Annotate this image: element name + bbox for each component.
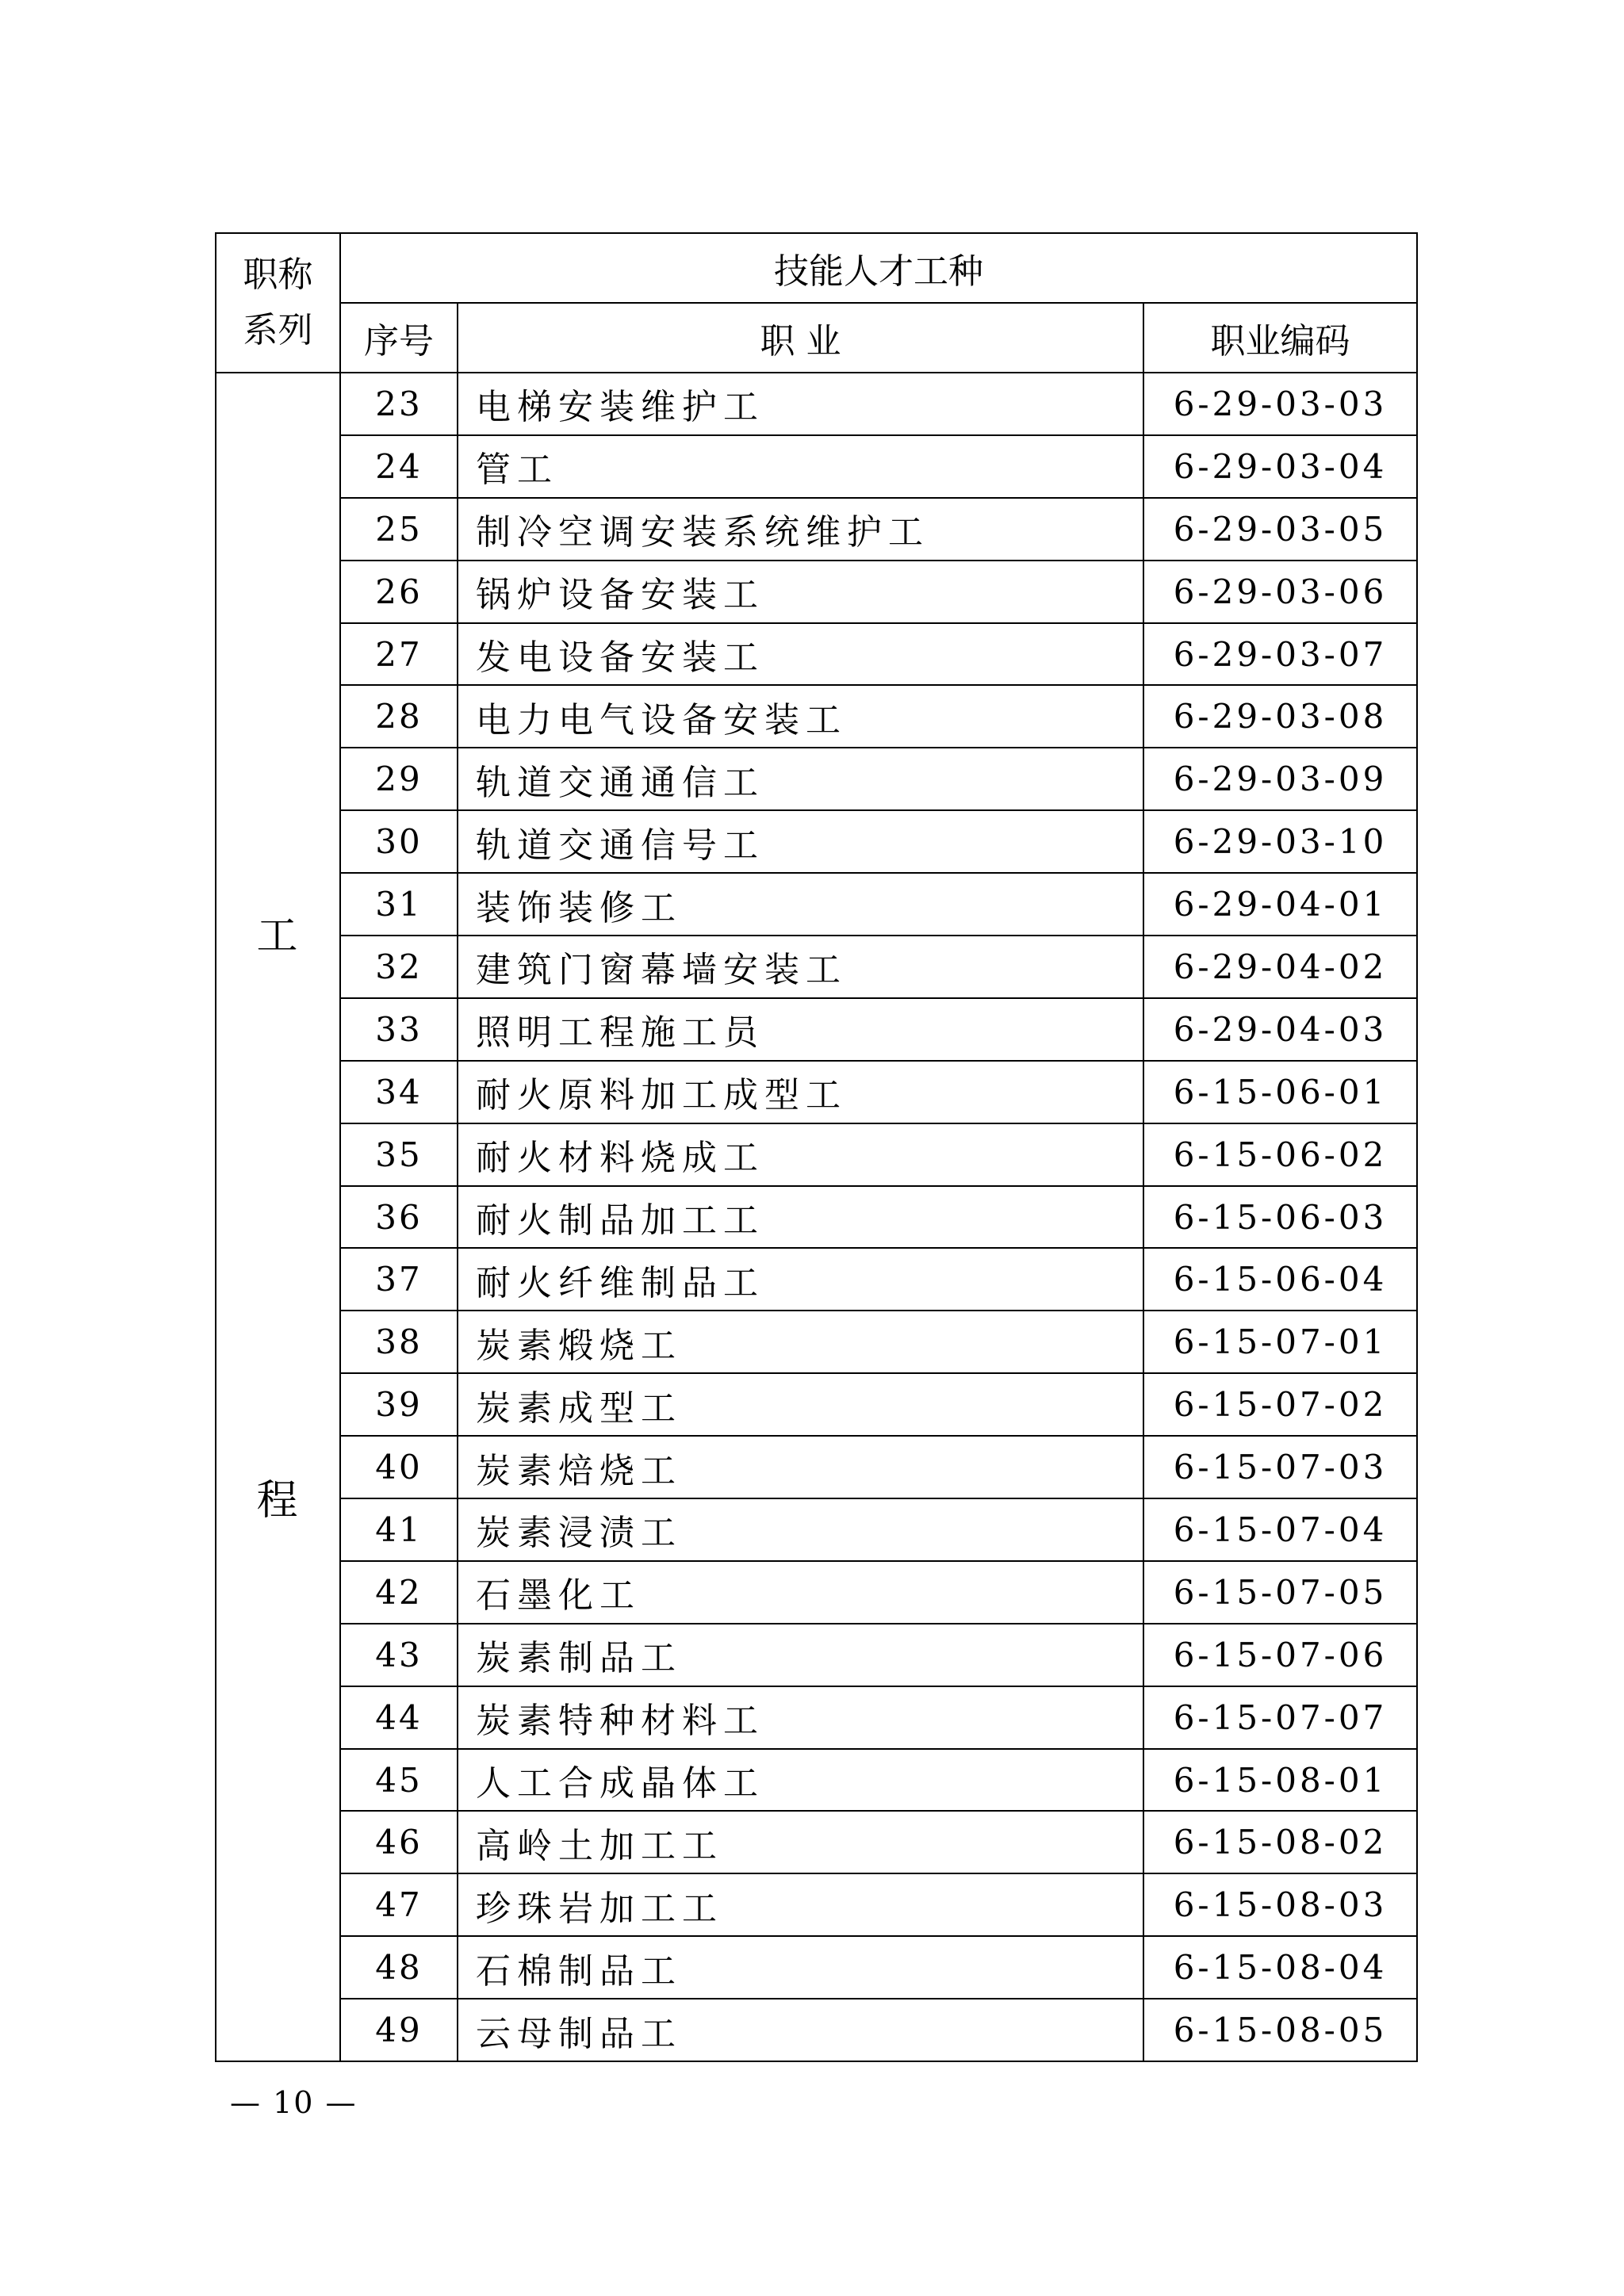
occupation-name: 炭素焙烧工: [458, 1436, 1143, 1498]
table-row: [216, 498, 1417, 561]
table-row: [216, 1624, 1417, 1686]
page-number: — 10 —: [230, 2085, 358, 2120]
occupation-name: 耐火原料加工成型工: [458, 1061, 1143, 1123]
occupation-name: 珍珠岩加工工: [458, 1873, 1143, 1936]
table-row: [216, 1936, 1417, 1999]
occupation-code: 6-29-04-01: [1143, 873, 1417, 936]
occupation-name: 电力电气设备安装工: [458, 685, 1143, 748]
table-row: [216, 998, 1417, 1061]
occupation-name: 电梯安装维护工: [458, 373, 1143, 435]
row-number: 39: [340, 1373, 458, 1436]
table-row: [216, 561, 1417, 623]
table-row: [216, 435, 1417, 498]
row-number: 24: [340, 435, 458, 498]
table-row: [216, 1436, 1417, 1498]
code-column-header: 职业编码: [1143, 303, 1417, 373]
occupation-name: 石棉制品工: [458, 1936, 1143, 1999]
row-number: 29: [340, 748, 458, 810]
occupation-code: 6-15-06-04: [1143, 1248, 1417, 1311]
occupation-code: 6-15-06-01: [1143, 1061, 1417, 1123]
number-column-header: 序号: [340, 303, 458, 373]
table-row: [216, 748, 1417, 810]
occupation-name: 发电设备安装工: [458, 623, 1143, 686]
row-number: 25: [340, 498, 458, 561]
skill-group-header: 技能人才工种: [340, 233, 1417, 303]
table-row: [216, 1186, 1417, 1249]
table-row: [216, 1561, 1417, 1624]
occupation-code: 6-15-07-05: [1143, 1561, 1417, 1624]
occupation-name: 建筑门窗幕墙安装工: [458, 936, 1143, 998]
row-number: 45: [340, 1749, 458, 1812]
table-row: [216, 1873, 1417, 1936]
row-number: 44: [340, 1686, 458, 1749]
row-number: 32: [340, 936, 458, 998]
occupation-name: 炭素煅烧工: [458, 1311, 1143, 1373]
table-row: [216, 1999, 1417, 2061]
table-row: [216, 373, 1417, 435]
series-header-cell: [216, 233, 340, 373]
row-number: 42: [340, 1561, 458, 1624]
table-row: [216, 1123, 1417, 1186]
occupation-code: 6-15-08-05: [1143, 1999, 1417, 2061]
table-row: [216, 1749, 1417, 1812]
table-row: [216, 623, 1417, 686]
table-row: [216, 810, 1417, 873]
occupation-code: 6-15-07-04: [1143, 1498, 1417, 1561]
occupation-name: 炭素浸渍工: [458, 1498, 1143, 1561]
occupation-code: 6-29-03-10: [1143, 810, 1417, 873]
occupation-name: 装饰装修工: [458, 873, 1143, 936]
row-number: 48: [340, 1936, 458, 1999]
table-row: [216, 1498, 1417, 1561]
occupation-code: 6-29-04-02: [1143, 936, 1417, 998]
table-row: [216, 936, 1417, 998]
occupation-code: 6-15-07-02: [1143, 1373, 1417, 1436]
occupation-code: 6-29-04-03: [1143, 998, 1417, 1061]
occupation-code: 6-15-06-03: [1143, 1186, 1417, 1249]
occupation-name: 耐火材料烧成工: [458, 1123, 1143, 1186]
row-number: 38: [340, 1311, 458, 1373]
occupation-code: 6-15-08-02: [1143, 1811, 1417, 1873]
table-row: [216, 685, 1417, 748]
row-number: 26: [340, 561, 458, 623]
occupation-name: 炭素成型工: [458, 1373, 1143, 1436]
series-header-line2: 系列: [243, 310, 313, 350]
row-number: 35: [340, 1123, 458, 1186]
occupation-name: 云母制品工: [458, 1999, 1143, 2061]
occupation-code: 6-15-06-02: [1143, 1123, 1417, 1186]
row-number: 37: [340, 1248, 458, 1311]
series-header-line1: 职称: [243, 254, 313, 295]
occupation-name: 锅炉设备安装工: [458, 561, 1143, 623]
row-number: 43: [340, 1624, 458, 1686]
row-number: 30: [340, 810, 458, 873]
occupation-code: 6-29-03-05: [1143, 498, 1417, 561]
table-row: [216, 1373, 1417, 1436]
occupation-name: 照明工程施工员: [458, 998, 1143, 1061]
table-row: [216, 873, 1417, 936]
occupation-name: 耐火制品加工工: [458, 1186, 1143, 1249]
row-number: 23: [340, 373, 458, 435]
occupation-name: 人工合成晶体工: [458, 1749, 1143, 1812]
row-number: 33: [340, 998, 458, 1061]
occupation-name: 炭素特种材料工: [458, 1686, 1143, 1749]
row-number: 27: [340, 623, 458, 686]
table-row: [216, 1811, 1417, 1873]
table-row: [216, 1061, 1417, 1123]
occupation-code: 6-29-03-08: [1143, 685, 1417, 748]
occupation-name: 耐火纤维制品工: [458, 1248, 1143, 1311]
series-char-gong: 工: [256, 913, 298, 960]
occupation-code: 6-15-08-03: [1143, 1873, 1417, 1936]
occupation-name: 制冷空调安装系统维护工: [458, 498, 1143, 561]
occupation-code: 6-29-03-04: [1143, 435, 1417, 498]
table-row: [216, 1311, 1417, 1373]
occupation-code: 6-29-03-09: [1143, 748, 1417, 810]
occupation-code: 6-15-08-01: [1143, 1749, 1417, 1812]
row-number: 34: [340, 1061, 458, 1123]
occupation-code: 6-29-03-06: [1143, 561, 1417, 623]
series-cell: [216, 373, 340, 2061]
occupation-code: 6-15-07-06: [1143, 1624, 1417, 1686]
occupation-code: 6-15-07-03: [1143, 1436, 1417, 1498]
row-number: 46: [340, 1811, 458, 1873]
table-row: [216, 1686, 1417, 1749]
row-number: 41: [340, 1498, 458, 1561]
table-row: [216, 1248, 1417, 1311]
occupation-name: 轨道交通信号工: [458, 810, 1143, 873]
occupation-code: 6-29-03-07: [1143, 623, 1417, 686]
occupation-code: 6-15-07-07: [1143, 1686, 1417, 1749]
row-number: 28: [340, 685, 458, 748]
occupation-code: 6-29-03-03: [1143, 373, 1417, 435]
row-number: 49: [340, 1999, 458, 2061]
occupation-code: 6-15-07-01: [1143, 1311, 1417, 1373]
row-number: 36: [340, 1186, 458, 1249]
row-number: 40: [340, 1436, 458, 1498]
occupation-name: 轨道交通通信工: [458, 748, 1143, 810]
series-char-cheng: 程: [256, 1477, 298, 1525]
occupation-name: 管工: [458, 435, 1143, 498]
occupation-code: 6-15-08-04: [1143, 1936, 1417, 1999]
occupation-name: 炭素制品工: [458, 1624, 1143, 1686]
occupation-column-header: 职 业: [458, 303, 1143, 373]
row-number: 31: [340, 873, 458, 936]
occupation-table: [215, 232, 1418, 2062]
occupation-name: 高岭土加工工: [458, 1811, 1143, 1873]
occupation-name: 石墨化工: [458, 1561, 1143, 1624]
row-number: 47: [340, 1873, 458, 1936]
